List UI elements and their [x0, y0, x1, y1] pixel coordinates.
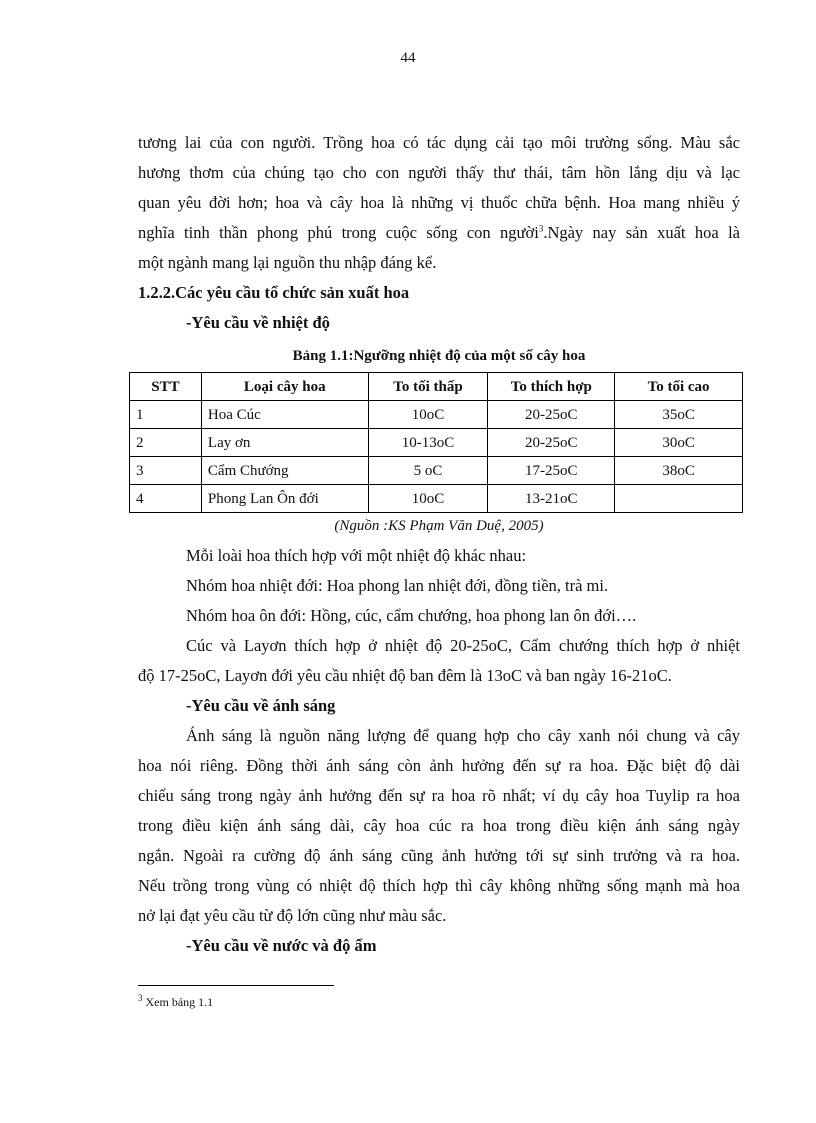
table-row: [130, 401, 743, 429]
page-number: 44: [400, 50, 416, 66]
page-body: [138, 128, 740, 961]
table-header-row: [130, 373, 743, 401]
table-cell: 10oC: [368, 401, 488, 429]
table-cell: 10oC: [368, 485, 488, 513]
table-cell: 10-13oC: [368, 429, 488, 457]
table-cell: 4: [130, 485, 202, 513]
paragraph-line: nở lại đạt yêu cầu từ độ lớn cũng như màu sắc.: [138, 906, 447, 925]
paragraph-line: Nhóm hoa nhiệt đới: Hoa phong lan nhiệt đới, đồng tiền, trà mi.: [186, 576, 609, 595]
table-cell: 20-25oC: [488, 401, 615, 429]
temperature-table: [129, 372, 743, 513]
subheading-water: -Yêu cầu về nước và độ ẩm: [186, 936, 377, 955]
paragraph-line: [138, 218, 740, 248]
subheading-temperature: -Yêu cầu về nhiệt độ: [186, 313, 330, 332]
paragraph-line: tương lai của con người. Trồng hoa có tác dụng cải tạo môi trường sống. Màu sắc: [138, 133, 740, 152]
table-cell: 1: [130, 401, 202, 429]
table-source: (Nguồn :KS Phạm Văn Duệ, 2005): [334, 518, 544, 534]
table-row: [130, 457, 743, 485]
paragraph-line: độ 17-25oC, Layơn đới yêu cầu nhiệt độ ban đêm là 13oC và ban ngày 16-21oC.: [138, 666, 672, 685]
column-header: To tối thấp: [368, 373, 488, 401]
table-cell: Phong Lan Ôn đới: [201, 485, 368, 513]
column-header: To tối cao: [615, 373, 743, 401]
table-cell: 2: [130, 429, 202, 457]
subheading-light: -Yêu cầu về ánh sáng: [186, 696, 336, 715]
table-caption: Bảng 1.1:Ngưỡng nhiệt độ của một số cây hoa: [292, 348, 586, 364]
table-cell: Lay ơn: [201, 429, 368, 457]
table-cell: 38oC: [615, 457, 743, 485]
text-span: .Ngày nay sản xuất hoa là: [543, 223, 740, 242]
footnote-text: Xem bảng 1.1: [142, 995, 214, 1009]
column-header: Loại cây hoa: [201, 373, 368, 401]
table-cell: 17-25oC: [488, 457, 615, 485]
section-heading: 1.2.2.Các yêu cầu tổ chức sản xuất hoa: [138, 283, 410, 302]
table-cell: 5 oC: [368, 457, 488, 485]
table-cell: 13-21oC: [488, 485, 615, 513]
paragraph-line: trong điều kiện ánh sáng dài, cây hoa cúc ra hoa trong điều kiện ánh sáng ngày: [138, 816, 740, 835]
text-span: nghĩa tinh thần phong phú trong cuộc sống con người: [138, 223, 539, 242]
table-cell: 30oC: [615, 429, 743, 457]
table-cell: Cẩm Chướng: [201, 457, 368, 485]
paragraph-line: Cúc và Layơn thích hợp ở nhiệt độ 20-25oC, Cẩm chướng thích hợp ở nhiệt: [186, 636, 740, 655]
paragraph-line: chiếu sáng trong ngày ảnh hưởng đến sự ra hoa rõ nhất; ví dụ cây hoa Tuylip ra hoa: [138, 786, 740, 805]
paragraph-line: ngắn. Ngoài ra cường độ ánh sáng cũng ảnh hưởng tới sự sinh trưởng và ra hoa.: [138, 846, 740, 865]
paragraph-line: Mỗi loài hoa thích hợp với một nhiệt độ khác nhau:: [186, 546, 527, 565]
paragraph-line: Nếu trồng trong vùng có nhiệt độ thích hợp thì cây không những sống mạnh mà hoa: [138, 876, 740, 895]
footnote: [138, 995, 213, 1009]
paragraph-line: quan yêu đời hơn; hoa và cây hoa là những vị thuốc chữa bệnh. Hoa mang nhiều ý: [138, 193, 740, 212]
paragraph-line: một ngành mang lại nguồn thu nhập đáng kể.: [138, 253, 437, 272]
paragraph-line: hoa nói riêng. Đồng thời ánh sáng còn ảnh hưởng đến sự ra hoa. Đặc biệt độ dài: [138, 756, 740, 775]
table-cell: [615, 485, 743, 513]
paragraph-line: Nhóm hoa ôn đới: Hồng, cúc, cẩm chướng, hoa phong lan ôn đới….: [186, 606, 637, 625]
table-cell: Hoa Cúc: [201, 401, 368, 429]
table-cell: 3: [130, 457, 202, 485]
footnote-ref[interactable]: 3: [538, 223, 544, 234]
column-header: STT: [130, 373, 202, 401]
table-row: [130, 429, 743, 457]
paragraph-line: hương thơm của chúng tạo cho con người thấy thư thái, tâm hồn lắng dịu và lạc: [138, 163, 740, 182]
paragraph-line: Ánh sáng là nguồn năng lượng để quang hợp cho cây xanh nói chung và cây: [186, 726, 740, 745]
table-cell: 35oC: [615, 401, 743, 429]
footnote-divider: [138, 985, 334, 986]
table-row: [130, 485, 743, 513]
table-cell: 20-25oC: [488, 429, 615, 457]
column-header: To thích hợp: [488, 373, 615, 401]
footnote-mark: 3: [138, 993, 143, 1003]
